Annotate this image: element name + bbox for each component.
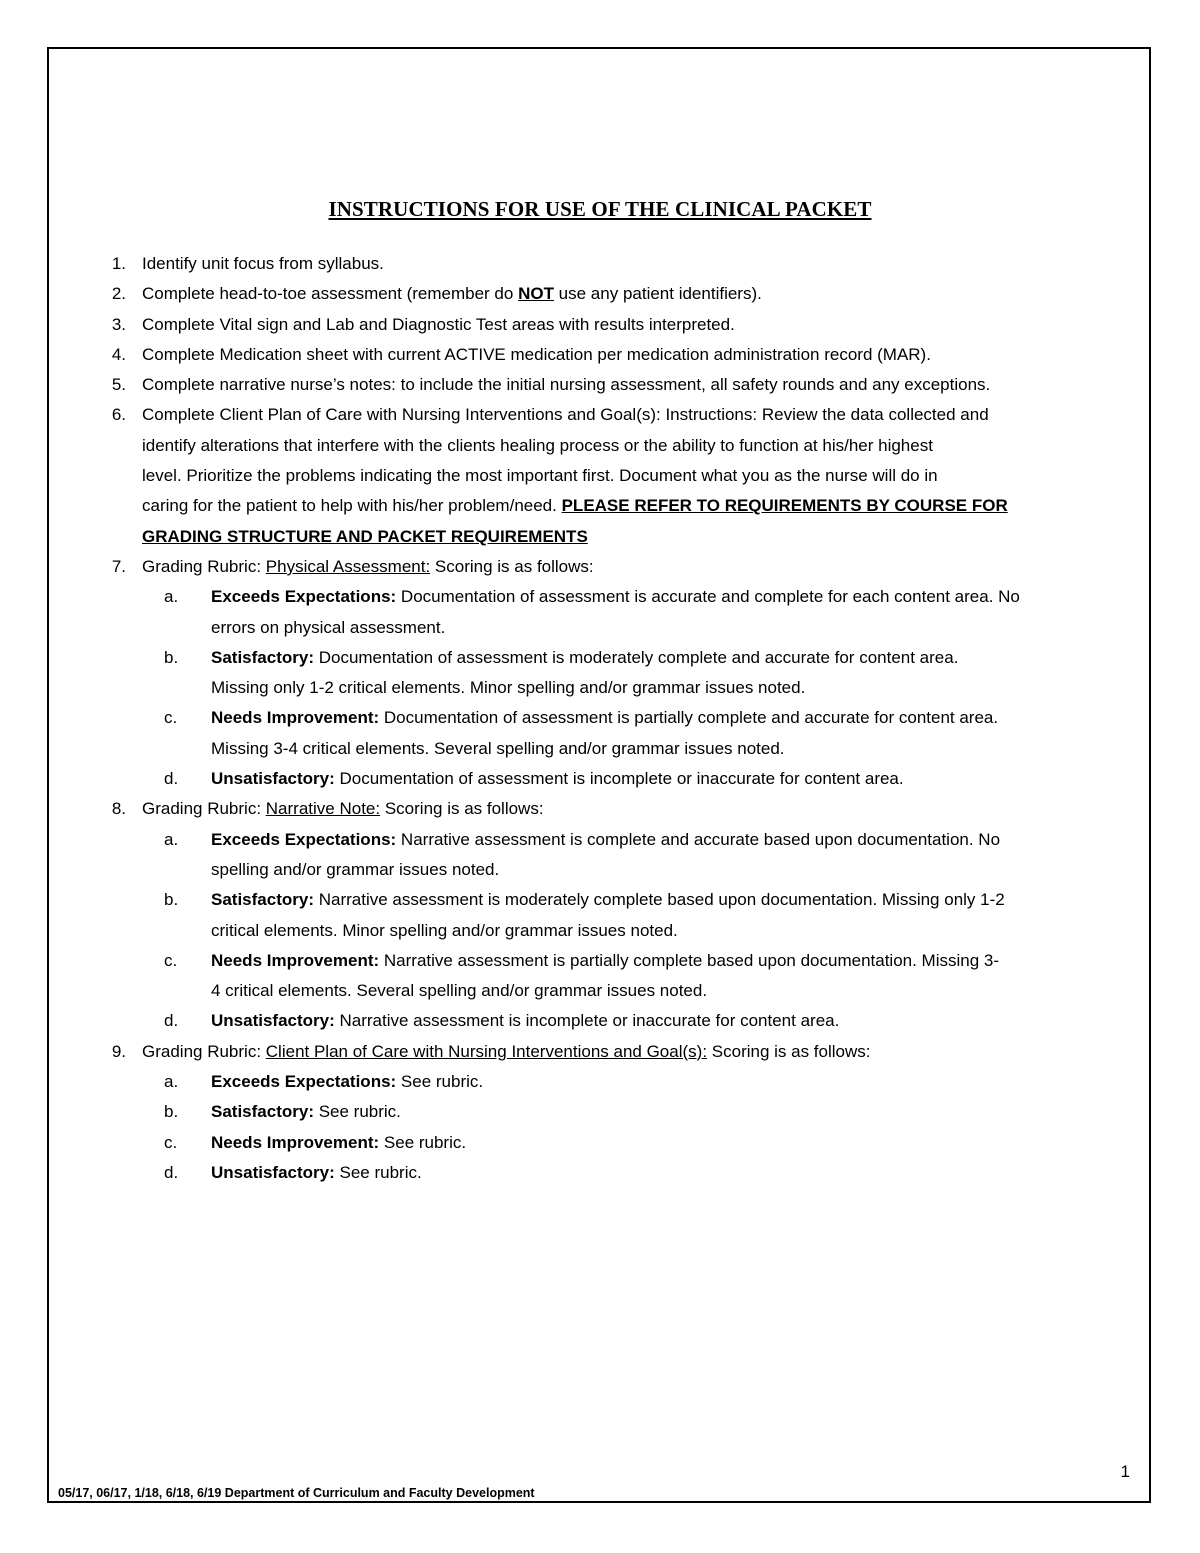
item-text: Complete Medication sheet with current ACTIVE medication per medication administration record (MAR). <box>142 344 931 364</box>
sub-item-cont: Missing only 1-2 critical elements. Minor spelling and/or grammar issues noted. <box>211 678 806 698</box>
list-item-5 <box>104 370 1134 400</box>
item-text: Identify unit focus from syllabus. <box>142 254 384 273</box>
item-text: identify alterations that interfere with the clients healing process or the ability to function at his/her highest <box>142 435 933 455</box>
sub-item-cont: Missing 3-4 critical elements. Several spelling and/or grammar issues noted. <box>211 738 785 758</box>
sub-item-cont: 4 critical elements. Several spelling and/or grammar issues noted. <box>211 981 708 1001</box>
requirements-notice: GRADING STRUCTURE AND PACKET REQUIREMENTS <box>142 526 588 546</box>
list-item-1 <box>104 249 1134 279</box>
instruction-list <box>104 249 1134 1188</box>
sub-item: c. Needs Improvement: Narrative assessment is partially complete based upon documentation. Missing 3- <box>164 950 1000 970</box>
page-title: INSTRUCTIONS FOR USE OF THE CLINICAL PACKET <box>328 197 872 221</box>
list-item-6 <box>104 400 1134 430</box>
list-item-4 <box>104 340 1134 370</box>
list-item-2 <box>104 279 1134 309</box>
revision-footer: 05/17, 06/17, 1/18, 6/18, 6/19 Department of Curriculum and Faculty Development <box>58 1486 535 1500</box>
list-item-3 <box>104 310 1134 340</box>
item-text: Grading Rubric: Client Plan of Care with Nursing Interventions and Goal(s): Scoring is as follows: <box>142 1041 871 1061</box>
item-text: caring for the patient to help with his/her problem/need. PLEASE REFER TO REQUIREMENTS BY COURSE FOR <box>142 496 1008 516</box>
item-number: 9. <box>111 1041 126 1061</box>
sub-item: a. Exceeds Expectations: See rubric. <box>164 1072 484 1092</box>
emphasis-not: NOT <box>518 284 554 304</box>
item-number: 8. <box>111 799 126 819</box>
page-number: 1 <box>1120 1462 1130 1481</box>
sub-item: d. Unsatisfactory: See rubric. <box>164 1162 422 1182</box>
item-number: 3. <box>111 314 126 334</box>
sub-item: c. Needs Improvement: See rubric. <box>164 1132 467 1152</box>
item-text: Complete Client Plan of Care with Nursing Interventions and Goal(s): Instructions: Review the data collected and <box>142 405 989 425</box>
item-text: Grading Rubric: Narrative Note: Scoring is as follows: <box>142 799 544 819</box>
list-item-6-cont <box>104 522 1134 552</box>
sub-item: a. Exceeds Expectations: Documentation of assessment is accurate and complete for each content area. No <box>164 587 1020 607</box>
list-item-7 <box>104 552 1134 582</box>
sub-item: b. Satisfactory: See rubric. <box>164 1102 401 1122</box>
item-text: level. Prioritize the problems indicating the most important first. Document what you as the nurse will do in <box>142 466 938 486</box>
item-text: Complete head-to-toe assessment (remember do NOT use any patient identifiers). <box>142 284 762 304</box>
item-number: 1. <box>111 254 126 273</box>
item-number: 2. <box>111 284 126 304</box>
list-item-8 <box>104 794 1134 824</box>
requirements-notice: PLEASE REFER TO REQUIREMENTS BY COURSE FOR <box>561 496 1008 516</box>
item-text <box>142 522 588 552</box>
list-item-6-cont <box>104 431 1134 461</box>
sub-item: d. Unsatisfactory: Documentation of assessment is incomplete or inaccurate for content area. <box>164 769 904 789</box>
item-number: 5. <box>111 375 126 395</box>
item-text: Grading Rubric: Physical Assessment: Scoring is as follows: <box>142 556 594 576</box>
sub-item: a. Exceeds Expectations: Narrative assessment is complete and accurate based upon documentation. No <box>164 829 1001 849</box>
list-item-6-cont <box>104 461 1134 491</box>
sub-item: b. Satisfactory: Documentation of assessment is moderately complete and accurate for content area. <box>164 647 959 667</box>
list-item-9 <box>104 1037 1134 1067</box>
list-item-6-cont <box>104 491 1134 521</box>
sub-item-cont: errors on physical assessment. <box>211 617 446 637</box>
sub-item-cont: spelling and/or grammar issues noted. <box>211 859 500 879</box>
item-number: 6. <box>111 405 126 425</box>
sub-item: d. Unsatisfactory: Narrative assessment is incomplete or inaccurate for content area. <box>164 1011 840 1031</box>
item-number: 4. <box>111 344 126 364</box>
sub-item-cont: critical elements. Minor spelling and/or grammar issues noted. <box>211 920 678 940</box>
item-number: 7. <box>111 556 126 576</box>
sub-item: b. Satisfactory: Narrative assessment is moderately complete based upon documentation. Missing only 1-2 <box>164 890 1005 910</box>
item-text: Complete Vital sign and Lab and Diagnostic Test areas with results interpreted. <box>142 314 735 334</box>
sub-item: c. Needs Improvement: Documentation of assessment is partially complete and accurate for content area. <box>164 708 999 728</box>
item-text: Complete narrative nurse’s notes: to include the initial nursing assessment, all safety rounds and any exceptions. <box>142 375 991 395</box>
